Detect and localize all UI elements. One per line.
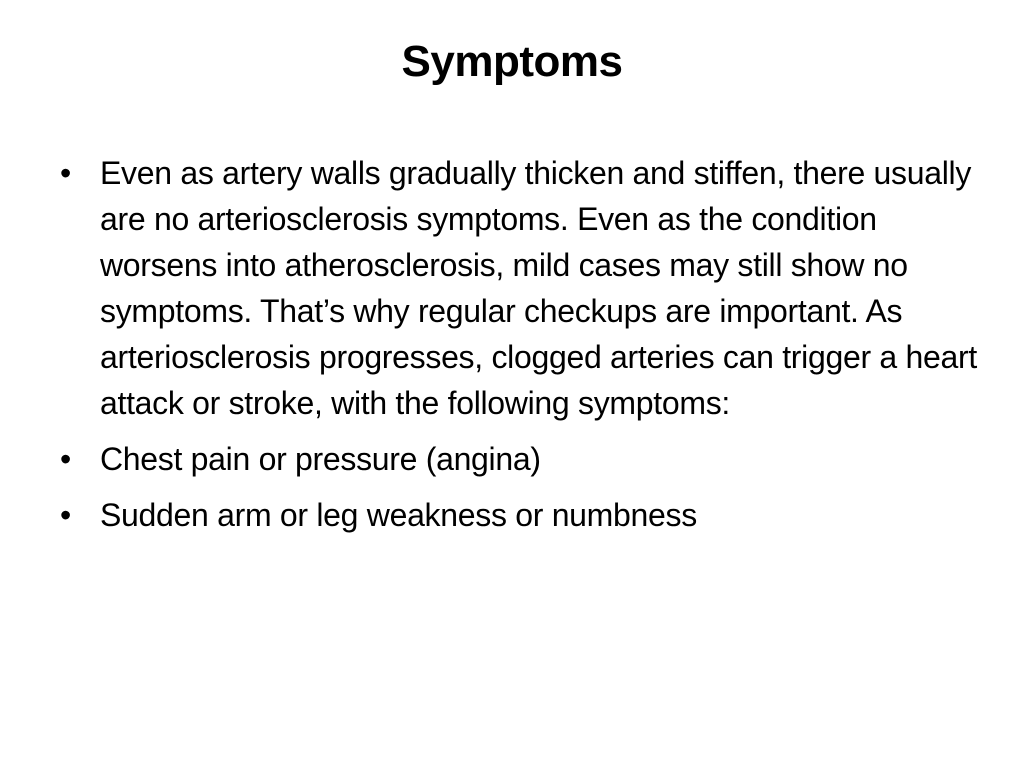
bullet-icon: • [60, 441, 71, 477]
bullet-text: Chest pain or pressure (angina) [100, 441, 541, 477]
bullet-icon: • [60, 497, 71, 533]
slide-title: Symptoms [401, 37, 623, 86]
bullet-list [60, 150, 990, 548]
bullet-item [60, 436, 990, 482]
bullet-icon: • [60, 155, 71, 191]
bullet-text: Sudden arm or leg weakness or numbness [100, 497, 697, 533]
bullet-text: Even as artery walls gradually thicken and stiffen, there usually are no arteriosclerosis symptoms. Even as the condition worsens into atherosclerosis, mild cases may still show no symptoms. That’s why regular checkups are important. As arteriosclerosis progresses, clogged arteries can trigger a heart attack or stroke, with the following symptoms: [100, 155, 977, 421]
bullet-item [60, 492, 990, 538]
bullet-item [60, 150, 990, 426]
